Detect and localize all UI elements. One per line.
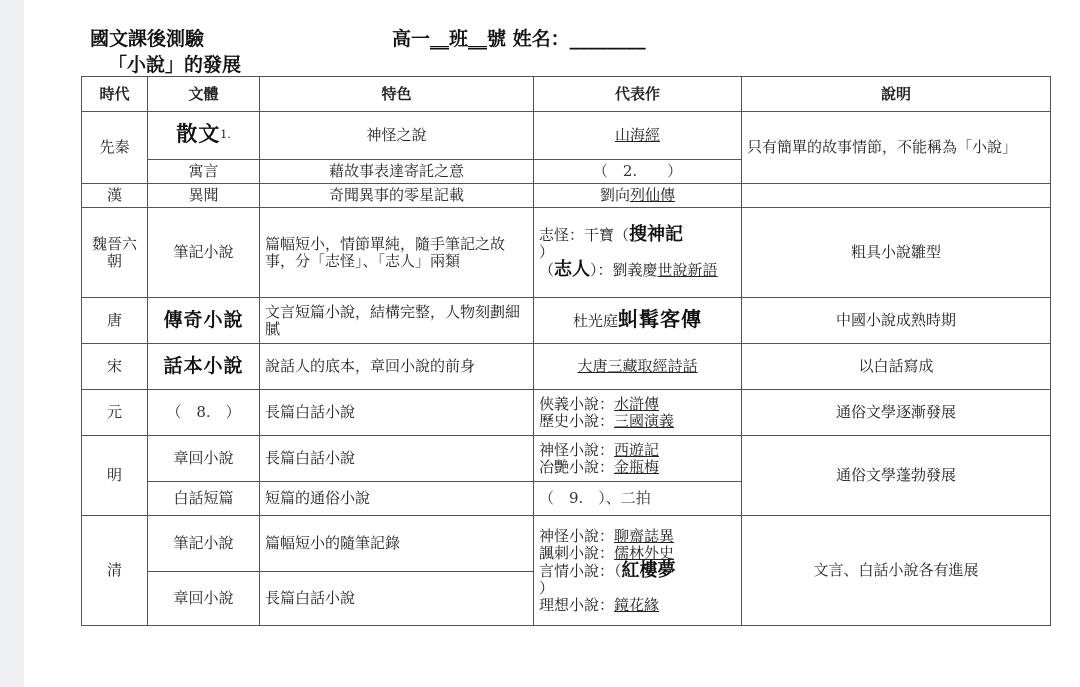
author: 杜光庭 — [572, 312, 618, 330]
work-title: 金瓶梅 — [614, 457, 660, 476]
genre-cell — [148, 344, 260, 390]
table-row — [82, 184, 1051, 208]
work-prefix: 神怪小說： — [539, 526, 615, 545]
era-cell: 清 — [82, 516, 148, 626]
work-title: 西遊記 — [614, 440, 660, 459]
work-title: 儒林外史 — [614, 543, 675, 562]
handwritten-answer: 搜神記 — [629, 224, 684, 245]
header-feature: 特色 — [260, 77, 534, 112]
genre-cell: 筆記小說 — [148, 208, 260, 298]
genre-cell: 寓言 — [148, 160, 260, 184]
class-blank: __ — [430, 28, 450, 50]
description-cell: 通俗文學逐漸發展 — [742, 390, 1051, 436]
work-mid: ）：劉義慶 — [590, 261, 658, 279]
table-row — [82, 208, 1051, 298]
answer-blank-cell: （ 8. ） — [148, 390, 260, 436]
work-prefix: 冶艷小說： — [539, 457, 615, 476]
feature-cell: 奇聞異事的零星記載 — [260, 184, 534, 208]
class-mid: 班 — [449, 28, 469, 50]
worksheet-subtitle: 「小說」的發展 — [108, 54, 242, 76]
work-cell — [534, 436, 742, 482]
answer-blank-cell: （ 9. ）、二拍 — [534, 482, 742, 516]
work-title: 三國演義 — [614, 411, 675, 430]
table-row — [82, 112, 1051, 160]
class-name-line — [392, 24, 646, 51]
work-cell: 大唐三藏取經詩話 — [534, 344, 742, 390]
table-row — [82, 298, 1051, 344]
work-line — [539, 396, 736, 413]
era-cell: 唐 — [82, 298, 148, 344]
author: 劉向 — [599, 186, 630, 204]
handwritten-answer: 虯髯客傳 — [618, 307, 702, 331]
work-cell: 山海經 — [534, 112, 742, 160]
genre-cell: 異聞 — [148, 184, 260, 208]
answer-blank-cell: （ 2. ） — [534, 160, 742, 184]
era-cell: 元 — [82, 390, 148, 436]
work-line — [539, 597, 736, 614]
feature-cell: 篇幅短小的隨筆記錄 — [260, 516, 534, 572]
genre-cell: 章回小說 — [148, 436, 260, 482]
table-row — [82, 436, 1051, 482]
work-prefix: 理想小說： — [539, 595, 615, 614]
table-header-row — [82, 77, 1051, 112]
table-row — [82, 390, 1051, 436]
feature-cell: 說話人的底本，章回小說的前身 — [260, 344, 534, 390]
description-cell: 粗具小說雛型 — [742, 208, 1051, 298]
work-line — [539, 226, 736, 244]
work-title: 水滸傳 — [614, 394, 660, 413]
work-line — [539, 528, 736, 545]
work-prefix: （ — [539, 261, 555, 279]
feature-cell: 篇幅短小，情節單純，隨手筆記之故事，分「志怪」、「志人」兩類 — [260, 208, 534, 298]
handwritten-answer: 散文 — [176, 122, 221, 146]
description-cell: 通俗文學蓬勃發展 — [742, 436, 1051, 516]
era-cell: 宋 — [82, 344, 148, 390]
name-blank: ________ — [569, 28, 646, 50]
work-line — [539, 413, 736, 430]
work-line — [539, 459, 736, 476]
work-title: 世說新語 — [657, 261, 718, 279]
era-cell: 先秦 — [82, 112, 148, 184]
feature-cell: 長篇白話小說 — [260, 436, 534, 482]
genre-cell: 章回小說 — [148, 572, 260, 626]
work-title: 聊齋誌異 — [614, 526, 675, 545]
description-cell: 中國小說成熟時期 — [742, 298, 1051, 344]
genre-cell: 白話短篇 — [148, 482, 260, 516]
work-prefix: 俠義小說： — [539, 394, 615, 413]
feature-cell: 文言短篇小說，結構完整，人物刻劃細膩 — [260, 298, 534, 344]
description-cell — [742, 184, 1051, 208]
header-work: 代表作 — [534, 77, 742, 112]
work-title: 鏡花緣 — [614, 595, 660, 614]
description-cell: 只有簡單的故事情節，不能稱為「小說」 — [742, 112, 1051, 184]
table-row — [82, 344, 1051, 390]
handwritten-answer: 話本小說 — [163, 354, 244, 377]
novel-development-table — [81, 76, 1051, 626]
feature-cell: 神怪之說 — [260, 112, 534, 160]
work-cell — [534, 516, 742, 626]
work-prefix: 志怪：干寶（ — [539, 226, 630, 244]
work-cell — [534, 298, 742, 344]
genre-cell — [148, 112, 260, 160]
work-title: 列仙傳 — [630, 186, 676, 204]
handwritten-answer: 志人 — [554, 259, 591, 280]
work-prefix: 諷刺小說： — [539, 543, 615, 562]
handwritten-answer: 紅樓夢 — [621, 559, 676, 581]
feature-cell: 藉故事表達寄託之意 — [260, 160, 534, 184]
work-line — [539, 261, 736, 279]
work-prefix: 言情小說：（ — [539, 561, 622, 580]
work-prefix: 歷史小說： — [539, 411, 615, 430]
table-row — [82, 516, 1051, 572]
work-line — [539, 559, 736, 581]
era-cell: 魏晉六朝 — [82, 208, 148, 298]
feature-cell: 長篇白話小說 — [260, 390, 534, 436]
feature-cell: 長篇白話小說 — [260, 572, 534, 626]
header-era: 時代 — [82, 77, 148, 112]
work-line — [539, 442, 736, 459]
header-description: 說明 — [742, 77, 1051, 112]
work-line: ） — [539, 243, 555, 261]
worksheet-title: 國文課後測驗 — [90, 28, 205, 50]
document-page — [24, 0, 1080, 687]
number-blank: __ — [468, 28, 488, 50]
work-cell — [534, 208, 742, 298]
description-cell: 文言、白話小說各有進展 — [742, 516, 1051, 626]
genre-cell: 筆記小說 — [148, 516, 260, 572]
era-cell: 漢 — [82, 184, 148, 208]
description-cell: 以白話寫成 — [742, 344, 1051, 390]
class-prefix: 高一 — [392, 28, 431, 50]
blank-number: 1. — [220, 128, 231, 141]
era-cell: 明 — [82, 436, 148, 516]
work-cell — [534, 390, 742, 436]
work-cell — [534, 184, 742, 208]
header-genre: 文體 — [148, 77, 260, 112]
handwritten-answer: 傳奇小說 — [163, 308, 244, 331]
class-suffix: 號 姓名： — [487, 28, 570, 50]
genre-cell — [148, 298, 260, 344]
feature-cell: 短篇的通俗小說 — [260, 482, 534, 516]
work-line: ） — [539, 578, 555, 597]
work-prefix: 神怪小說： — [539, 440, 615, 459]
